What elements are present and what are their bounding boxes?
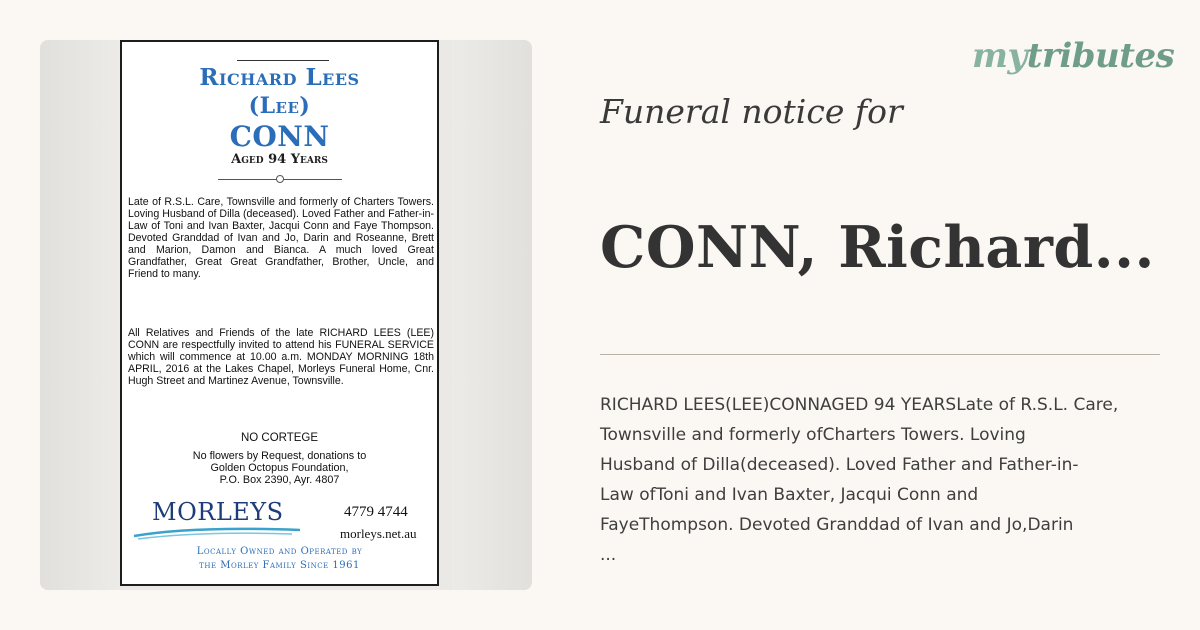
deceased-name-line1: Richard Lees bbox=[199, 64, 360, 91]
flowers-block bbox=[122, 450, 437, 486]
section-divider bbox=[600, 354, 1160, 355]
notice-paragraph-family: Late of R.S.L. Care, Townsville and formerly of Charters Towers. Loving Husband of Dilla (deceased). Loved Father and Father-in-Law of Toni and Ivan Baxter, Jacqui Conn and Faye Thompson. Devoted Granddad of Ivan and Jo, Darin and Roseanne, Brett and Marion, Damon and Bianca. A much loved Great Grandfather, Great Great Grandfather, Brother, Uncle, and Friend to many. bbox=[128, 196, 434, 280]
funeral-home-website: morleys.net.au bbox=[340, 526, 417, 541]
ornament-dot bbox=[276, 175, 284, 183]
flowers-line: Golden Octopus Foundation, bbox=[210, 462, 349, 474]
funeral-notice-clipping bbox=[120, 40, 439, 586]
page-subtitle: Funeral notice for bbox=[600, 92, 903, 131]
deceased-name-line2: (Lee) bbox=[248, 93, 311, 119]
panel-shade-left bbox=[40, 40, 120, 590]
logo-swoosh-icon bbox=[132, 524, 302, 542]
flowers-line: P.O. Box 2390, Ayr. 4807 bbox=[219, 474, 340, 486]
logo-part-tributes: tributes bbox=[1026, 36, 1175, 76]
funeral-home-phone: 4779 4744 bbox=[344, 504, 408, 520]
flowers-line: No flowers by Request, donations to bbox=[192, 450, 367, 462]
top-rule bbox=[237, 60, 329, 61]
mytributes-logo[interactable] bbox=[972, 36, 1174, 76]
tagline-line2: the Morley Family Since 1961 bbox=[199, 560, 360, 571]
deceased-name-title: CONN, Richard... bbox=[600, 214, 1155, 281]
notice-image-panel bbox=[40, 40, 532, 590]
morleys-logo: MORLEYS bbox=[152, 498, 284, 526]
cortege-line: NO CORTEGE bbox=[240, 432, 319, 444]
tagline-line1: Locally Owned and Operated by bbox=[196, 546, 363, 557]
age-line: Aged 94 Years bbox=[231, 152, 328, 167]
logo-part-my: my bbox=[972, 36, 1027, 76]
panel-shade-right bbox=[452, 40, 532, 590]
deceased-surname: CONN bbox=[229, 120, 330, 153]
notice-summary: RICHARD LEES(LEE)CONNAGED 94 YEARSLate of R.S.L. Care, Townsville and formerly ofCharters Towers. Loving Husband of Dilla(deceased). Loved Father and Father-in- Law ofToni and Ivan Baxter, Jacqui Conn and FayeThompson. Devoted Granddad of Ivan and Jo,Darin ... bbox=[600, 395, 1119, 565]
notice-paragraph-service: All Relatives and Friends of the late RICHARD LEES (LEE) CONN are respectfully invited to attend his FUNERAL SERVICE which will commence at 10.00 a.m. MONDAY MORNING 18th APRIL, 2016 at the Lakes Chapel, Morleys Funeral Home, Cnr. Hugh Street and Martinez Avenue, Townsville. bbox=[128, 327, 434, 387]
